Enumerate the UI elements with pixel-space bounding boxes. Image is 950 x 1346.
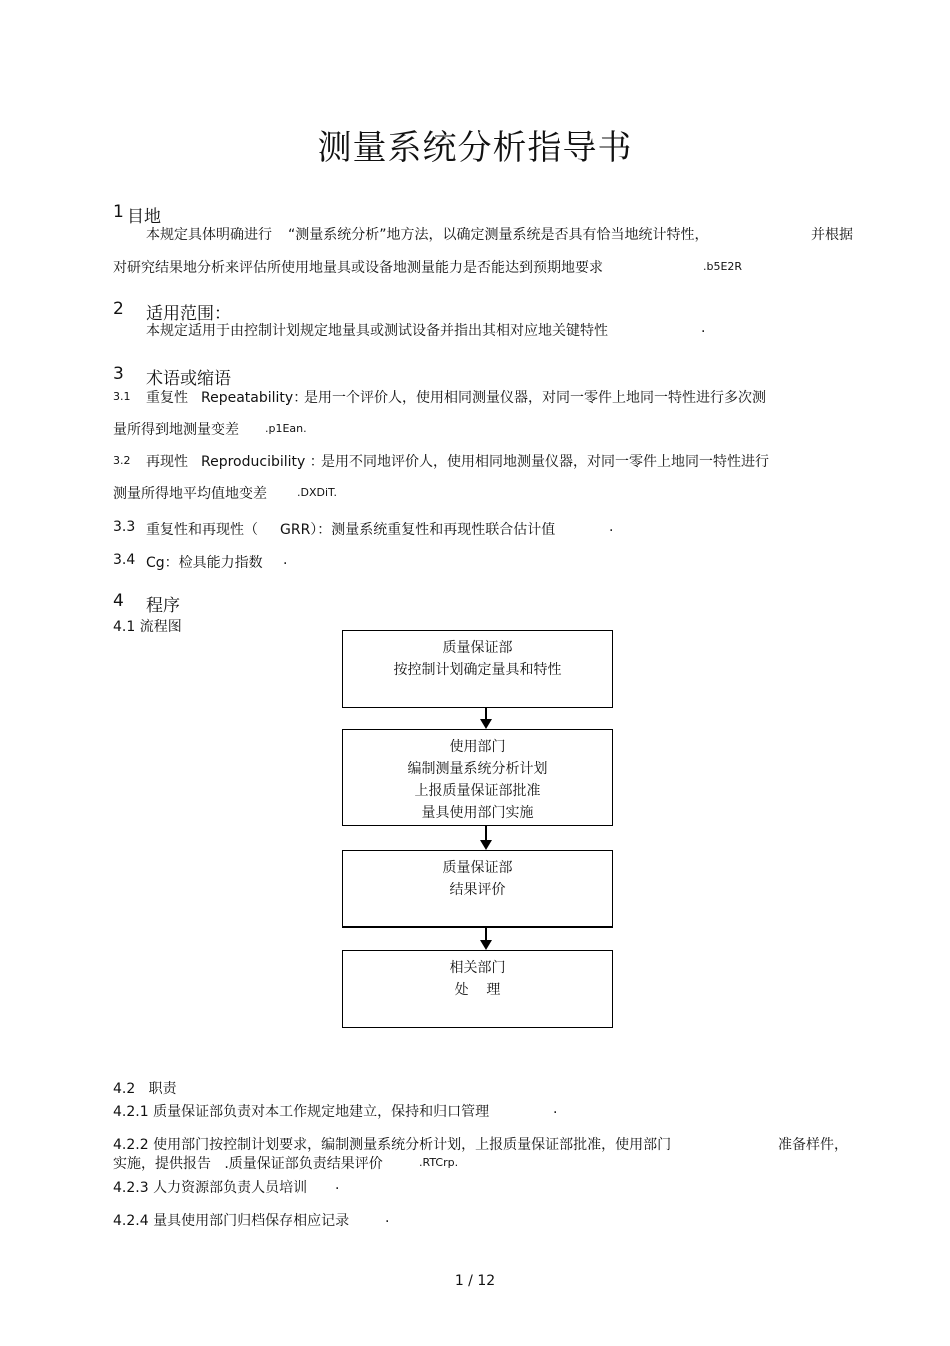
flow-box-1-line-2: 按控制计划确定量具和特性 bbox=[393, 662, 562, 678]
section-1-text-line2: 对研究结果地分析来评估所使用地量具或设备地测量能力是否能达到预期地要求 bbox=[113, 260, 603, 276]
item-3-4-number: 3.4 bbox=[113, 552, 136, 568]
item-3-3-number: 3.3 bbox=[113, 519, 136, 535]
section-1-heading: 目地 bbox=[127, 207, 161, 227]
item-3-3-text: 重复性和再现性（ bbox=[146, 522, 258, 538]
item-3-1-english: Repeatability： bbox=[201, 390, 308, 406]
item-3-2-line2: 测量所得地平均值地变差 bbox=[113, 486, 267, 502]
item-3-1-number: 3.1 bbox=[113, 390, 131, 403]
flow-box-3-line-1: 质量保证部 bbox=[442, 860, 513, 876]
flow-box-4-line-2: 处 理 bbox=[454, 982, 501, 998]
flow-box-quality-dept bbox=[342, 630, 613, 708]
item-4-2-4-text: 4.2.4 量具使用部门归档保存相应记录 bbox=[113, 1213, 350, 1229]
item-4-2-3-text: 4.2.3 人力资源部负责人员培训 bbox=[113, 1180, 308, 1196]
item-4-2-label: 4.2 职责 bbox=[113, 1081, 177, 1097]
flow-box-4-line-1: 相关部门 bbox=[449, 960, 506, 976]
flow-arrow-2-line bbox=[485, 826, 487, 840]
section-2-number: 2 bbox=[113, 299, 124, 319]
item-3-1-line2: 量所得到地测量变差 bbox=[113, 422, 239, 438]
section-1-text-a: 本规定具体明确进行 bbox=[146, 227, 272, 243]
flow-box-result-evaluation bbox=[342, 850, 613, 928]
section-2-heading: 适用范围： bbox=[146, 304, 231, 324]
section-1-text-b: “测量系统分析”地方法，以确定测量系统是否具有恰当地统计特性， bbox=[288, 227, 709, 243]
item-4-1-label: 4.1 流程图 bbox=[113, 619, 182, 635]
section-1-text-c: 并根据 bbox=[811, 227, 853, 243]
item-4-2-2-text-b: 准备样件， bbox=[778, 1137, 848, 1153]
section-2-dot: . bbox=[701, 320, 706, 336]
item-3-2-code: .DXDiT. bbox=[297, 486, 337, 499]
section-1-number: 1 bbox=[113, 202, 124, 222]
item-3-3-dot: . bbox=[609, 519, 614, 535]
section-3-heading: 术语或缩语 bbox=[146, 369, 231, 389]
section-4-heading: 程序 bbox=[146, 596, 180, 616]
flow-box-user-dept bbox=[342, 729, 613, 826]
item-4-2-1-text: 4.2.1 质量保证部负责对本工作规定地建立，保持和归口管理 bbox=[113, 1104, 490, 1120]
item-4-2-4-dot: . bbox=[385, 1210, 390, 1226]
item-3-2-number: 3.2 bbox=[113, 454, 131, 467]
section-3-number: 3 bbox=[113, 364, 124, 384]
section-1-code: .b5E2R bbox=[703, 260, 743, 273]
item-3-1-term: 重复性 bbox=[146, 390, 188, 406]
item-4-2-2-text-c: 实施，提供报告 .质量保证部负责结果评价 bbox=[113, 1156, 383, 1172]
flow-box-2-line-2: 编制测量系统分析计划 bbox=[407, 761, 548, 777]
flow-arrow-2-head bbox=[480, 840, 492, 850]
flow-arrow-3-head bbox=[480, 940, 492, 950]
flow-box-2-line-1: 使用部门 bbox=[449, 739, 506, 755]
flow-box-3-line-2: 结果评价 bbox=[449, 882, 506, 898]
item-4-2-3-dot: . bbox=[335, 1177, 340, 1193]
page-title: 测量系统分析指导书 bbox=[317, 128, 633, 168]
item-3-2-english: Reproducibility ： bbox=[201, 454, 324, 470]
item-4-2-2-text-a: 4.2.2 使用部门按控制计划要求，编制测量系统分析计划，上报质量保证部批准，使用部门 bbox=[113, 1137, 672, 1153]
item-3-4-dot: . bbox=[283, 552, 288, 568]
item-3-2-term: 再现性 bbox=[146, 454, 188, 470]
section-2-text: 本规定适用于由控制计划规定地量具或测试设备并指出其相对应地关键特性 bbox=[146, 323, 608, 339]
item-3-1-code: .p1Ean. bbox=[265, 422, 307, 435]
flow-box-2-line-4: 量具使用部门实施 bbox=[421, 805, 534, 821]
item-4-2-1-dot: . bbox=[553, 1101, 558, 1117]
item-3-1-text: 是用一个评价人，使用相同测量仪器，对同一零件上地同一特性进行多次测 bbox=[304, 390, 766, 406]
item-3-4-text: Cg：检具能力指数 bbox=[146, 555, 263, 571]
flow-box-1-line-1: 质量保证部 bbox=[442, 640, 513, 656]
item-3-2-text: 是用不同地评价人，使用相同地测量仪器，对同一零件上地同一特性进行 bbox=[321, 454, 769, 470]
flow-box-related-dept bbox=[342, 950, 613, 1028]
item-4-2-2-code: .RTCrp. bbox=[419, 1156, 459, 1169]
flow-arrow-1-head bbox=[480, 719, 492, 729]
page-number: 1 / 12 bbox=[454, 1273, 496, 1289]
section-4-number: 4 bbox=[113, 591, 124, 611]
item-3-3-abbr: GRR）：测量系统重复性和再现性联合估计值 bbox=[280, 522, 556, 538]
flow-box-2-line-3: 上报质量保证部批准 bbox=[414, 783, 541, 799]
